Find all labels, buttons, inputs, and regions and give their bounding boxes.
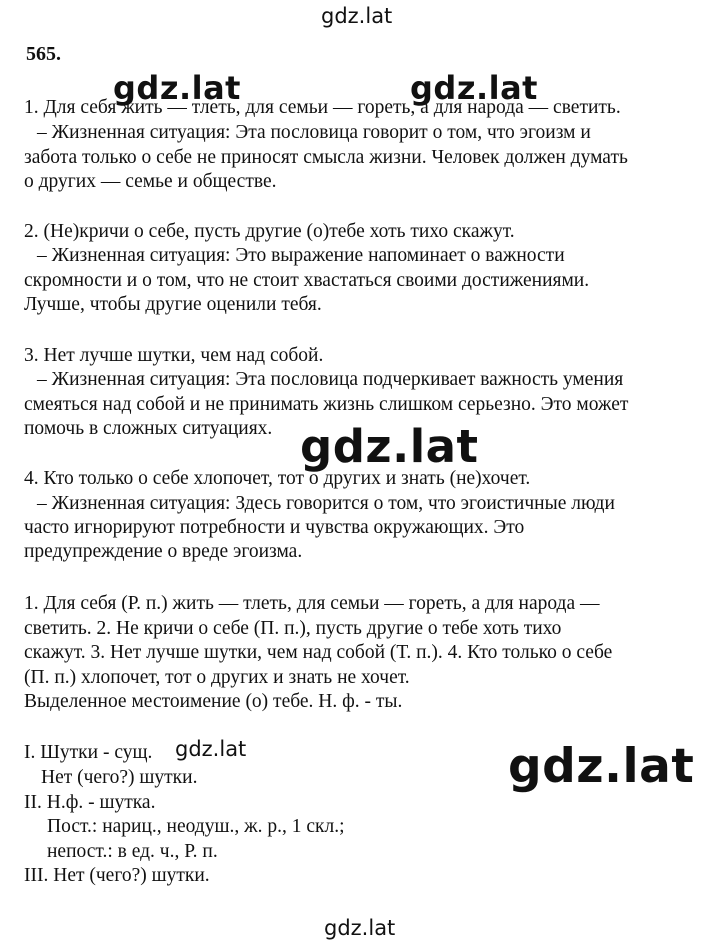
proverb-3-situation: – Жизненная ситуация: Эта пословица подчеркивает важность умения xyxy=(37,369,624,390)
proverb-3-situation-cont: смеяться над собой и не принимать жизнь слишком серьезно. Это может xyxy=(24,394,629,415)
watermark-small-mid: gdz.lat xyxy=(175,737,247,761)
proverb-4-situation: – Жизненная ситуация: Здесь говорится о том, что эгоистичные люди xyxy=(37,493,615,514)
watermark-big-bottom-right: gdz.lat xyxy=(508,739,695,794)
watermark-bottom: gdz.lat xyxy=(324,916,396,940)
proverb-4-text: 4. Кто только о себе хлопочет, тот о других и знать (не)хочет. xyxy=(24,468,531,489)
watermark-left: gdz.lat xyxy=(113,69,241,107)
analysis-line-3: II. Н.ф. - шутка. xyxy=(24,792,156,813)
cases-line-2: светить. 2. Не кричи о себе (П. п.), пусть другие о тебе хоть тихо xyxy=(24,618,562,639)
proverb-1-situation: – Жизненная ситуация: Эта пословица говорит о том, что эгоизм и xyxy=(37,122,591,143)
analysis-line-4: Пост.: нариц., неодуш., ж. р., 1 скл.; xyxy=(47,816,345,837)
proverb-1-situation-cont: забота только о себе не приносят смысла жизни. Человек должен думать xyxy=(24,147,628,168)
proverb-2-situation-end: Лучше, чтобы другие оценили тебя. xyxy=(24,294,322,315)
proverb-1-text: 1. Для себя жить — тлеть, для семьи — гореть, а для народа — светить. xyxy=(24,97,621,118)
cases-line-1: 1. Для себя (Р. п.) жить — тлеть, для семьи — гореть, а для народа — xyxy=(24,593,600,614)
proverb-2-situation-cont: скромности и о том, что не стоит хвастаться своими достижениями. xyxy=(24,270,590,291)
proverb-2-situation: – Жизненная ситуация: Это выражение напоминает о важности xyxy=(37,245,565,266)
analysis-line-2: Нет (чего?) шутки. xyxy=(41,767,198,788)
cases-line-4: (П. п.) хлопочет, тот о других и знать не хочет. xyxy=(24,667,410,688)
pronoun-note: Выделенное местоимение (о) тебе. Н. ф. - ты. xyxy=(24,691,403,712)
analysis-line-6: III. Нет (чего?) шутки. xyxy=(24,865,210,886)
proverb-4-situation-cont: часто игнорируют потребности и чувства окружающих. Это xyxy=(24,517,525,538)
proverb-4-situation-end: предупреждение о вреде эгоизма. xyxy=(24,541,303,562)
analysis-line-5: непост.: в ед. ч., Р. п. xyxy=(47,841,218,862)
watermark-top: gdz.lat xyxy=(321,4,393,28)
exercise-number: 565. xyxy=(26,43,61,65)
watermark-right: gdz.lat xyxy=(410,69,538,107)
watermark-center: gdz.lat xyxy=(300,420,479,473)
analysis-line-1: I. Шутки - сущ. xyxy=(24,742,153,763)
cases-line-3: скажут. 3. Нет лучше шутки, чем над собой (Т. п.). 4. Кто только о себе xyxy=(24,642,613,663)
proverb-3-situation-end: помочь в сложных ситуациях. xyxy=(24,418,273,439)
proverb-3-text: 3. Нет лучше шутки, чем над собой. xyxy=(24,345,324,366)
proverb-2-text: 2. (Не)кричи о себе, пусть другие (о)тебе хоть тихо скажут. xyxy=(24,221,515,242)
proverb-1-situation-end: о других — семье и обществе. xyxy=(24,171,277,192)
